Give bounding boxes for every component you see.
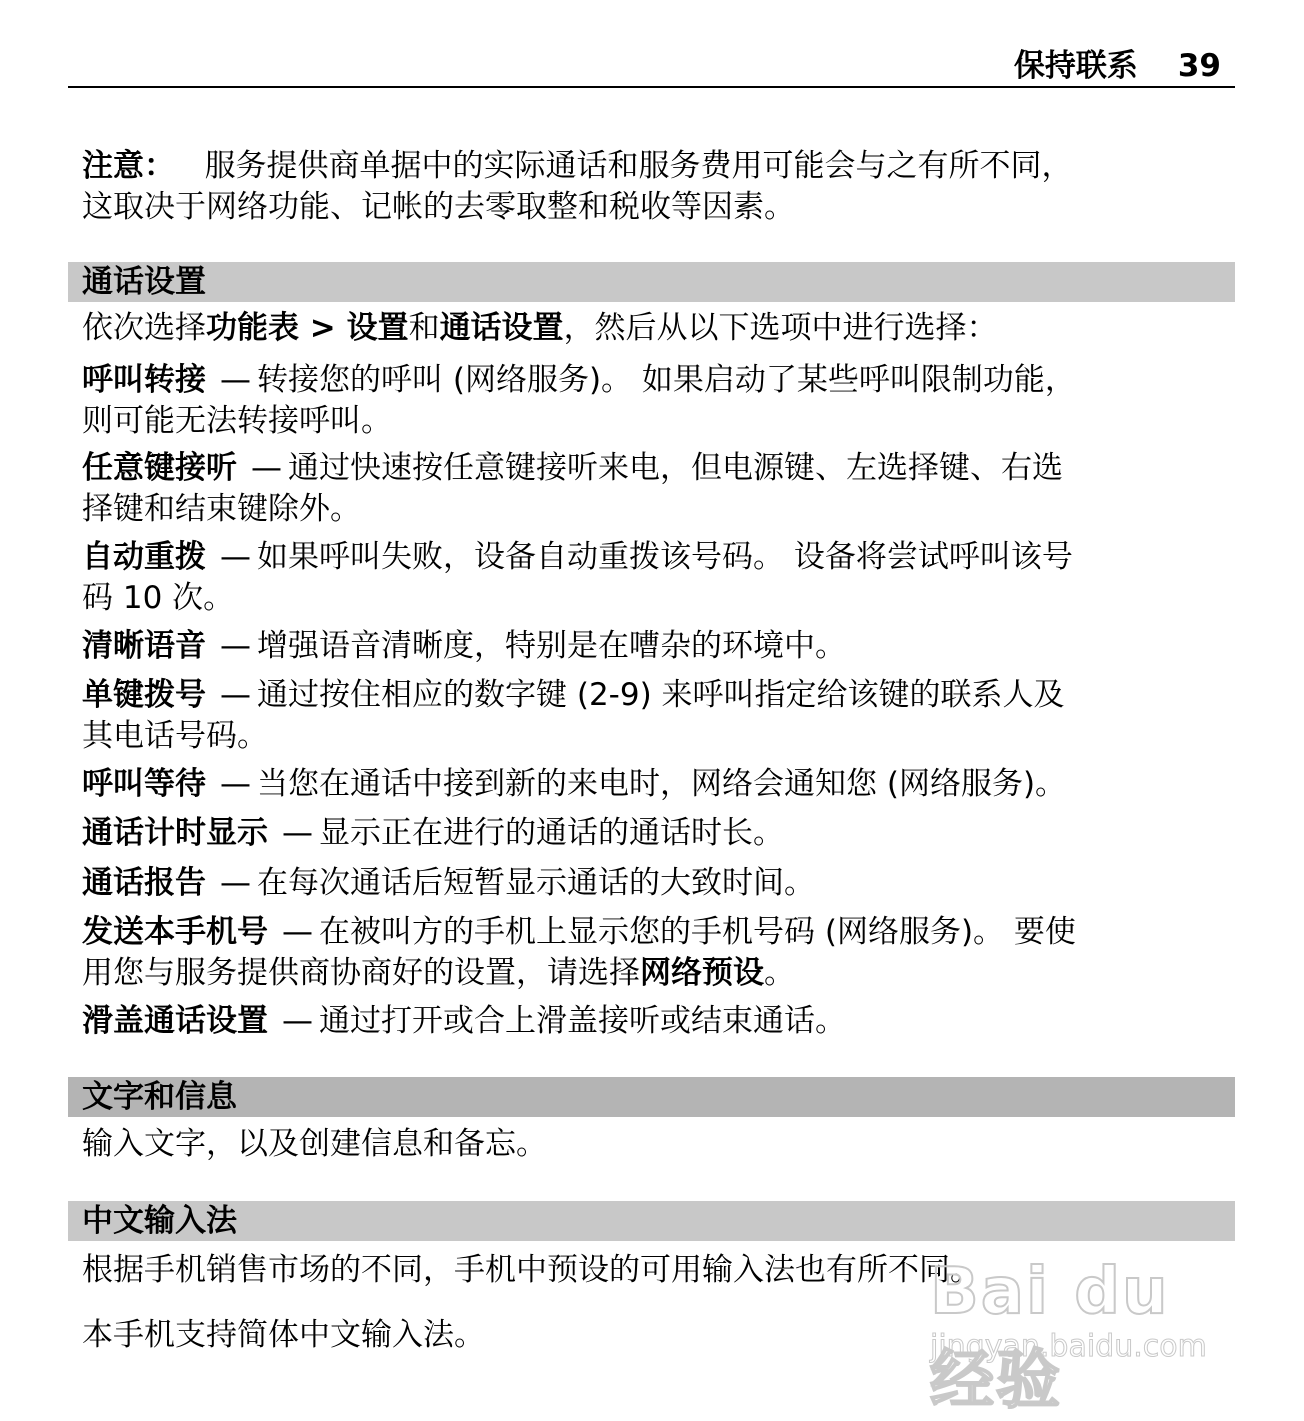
option-desc-line-1: 如果呼叫失败，设备自动重拨该号码。 设备将尝试呼叫该号 xyxy=(257,539,1073,575)
option-term: 清晰语音 xyxy=(82,628,206,664)
option-auto-redial xyxy=(82,537,1232,619)
option-term: 自动重拨 xyxy=(82,539,206,575)
menu-path-separator: > xyxy=(299,310,347,346)
network-preset-term: 网络预设 xyxy=(640,955,764,991)
option-desc-line-2: 则可能无法转接呼叫。 xyxy=(82,403,392,439)
em-dash: — xyxy=(282,815,313,851)
intro-prefix: 依次选择 xyxy=(82,310,206,346)
menu-path-settings: 设置 xyxy=(346,310,409,346)
option-slide-call-settings xyxy=(82,1001,1232,1042)
option-term: 单键拨号 xyxy=(82,677,206,713)
em-dash: — xyxy=(220,677,251,713)
option-term: 任意键接听 xyxy=(82,450,237,486)
call-settings-intro xyxy=(82,308,1232,349)
note-label: 注意： xyxy=(82,148,175,184)
option-call-forwarding xyxy=(82,360,1232,442)
option-desc-line-1: 通过按住相应的数字键 (2-9) 来呼叫指定给该键的联系人及 xyxy=(257,677,1065,713)
option-desc-line-2: 其电话号码。 xyxy=(82,718,268,754)
intro-and: 和 xyxy=(408,310,440,346)
chinese-input-para-1: 根据手机销售市场的不同，手机中预设的可用输入法也有所不同。 xyxy=(82,1252,981,1288)
option-call-waiting xyxy=(82,764,1232,805)
option-term: 发送本手机号 xyxy=(82,914,268,950)
option-desc-line-1: 当您在通话中接到新的来电时，网络会通知您 (网络服务)。 xyxy=(257,766,1067,802)
section-heading-text-messages: 文字和信息 xyxy=(68,1077,1235,1117)
option-call-summary xyxy=(82,863,1232,904)
option-speed-dial xyxy=(82,675,1232,757)
text-messages-body: 输入文字，以及创建信息和备忘。 xyxy=(82,1126,547,1162)
option-desc-line-2-end: 。 xyxy=(764,955,795,991)
watermark-brand: Bai du 经验 xyxy=(930,1255,1170,1418)
option-desc-line-1: 通过快速按任意键接听来电，但电源键、左选择键、右选 xyxy=(288,450,1063,486)
option-send-own-number xyxy=(82,912,1232,994)
page-number: 39 xyxy=(1177,48,1221,84)
menu-path-menu: 功能表 xyxy=(206,310,299,346)
section-heading-call-settings: 通话设置 xyxy=(68,262,1235,302)
option-desc-line-1: 在每次通话后短暂显示通话的大致时间。 xyxy=(257,865,815,901)
option-desc-line-1: 显示正在进行的通话的通话时长。 xyxy=(319,815,784,851)
em-dash: — xyxy=(282,914,313,950)
option-desc-line-2: 用您与服务提供商协商好的设置，请选择 xyxy=(82,955,640,991)
option-call-timer xyxy=(82,813,1232,854)
em-dash: — xyxy=(220,539,251,575)
option-term: 呼叫等待 xyxy=(82,766,206,802)
option-term: 呼叫转接 xyxy=(82,362,206,398)
option-desc-line-1: 通过打开或合上滑盖接听或结束通话。 xyxy=(319,1003,846,1039)
note-line-1: 服务提供商单据中的实际通话和服务费用可能会与之有所不同， xyxy=(204,148,1073,184)
em-dash: — xyxy=(220,362,251,398)
option-term: 通话报告 xyxy=(82,865,206,901)
em-dash: — xyxy=(220,766,251,802)
option-term: 通话计时显示 xyxy=(82,815,268,851)
option-clear-voice xyxy=(82,626,1232,667)
em-dash: — xyxy=(220,628,251,664)
chinese-input-para-2: 本手机支持简体中文输入法。 xyxy=(82,1317,485,1353)
menu-path-call-settings: 通话设置 xyxy=(439,310,564,346)
em-dash: — xyxy=(282,1003,313,1039)
option-desc-line-1: 在被叫方的手机上显示您的手机号码 (网络服务)。 要使 xyxy=(319,914,1076,950)
note-paragraph xyxy=(82,146,1232,228)
option-anykey-answer xyxy=(82,448,1232,530)
option-desc-line-2: 择键和结束键除外。 xyxy=(82,491,361,527)
chapter-title: 保持联系 xyxy=(1013,48,1138,84)
note-line-2: 这取决于网络功能、记帐的去零取整和税收等因素。 xyxy=(82,189,795,225)
em-dash: — xyxy=(251,450,282,486)
option-desc-line-2: 码 10 次。 xyxy=(82,580,235,616)
watermark-url: jingyan.baidu.com xyxy=(930,1329,1207,1364)
section-heading-chinese-input: 中文输入法 xyxy=(68,1201,1235,1241)
intro-suffix: ，然后从以下选项中进行选择： xyxy=(563,310,998,346)
option-desc-line-1: 转接您的呼叫 (网络服务)。 如果启动了某些呼叫限制功能， xyxy=(257,362,1076,398)
running-header xyxy=(68,44,1235,88)
option-desc-line-1: 增强语音清晰度，特别是在嘈杂的环境中。 xyxy=(257,628,846,664)
em-dash: — xyxy=(220,865,251,901)
option-term: 滑盖通话设置 xyxy=(82,1003,268,1039)
